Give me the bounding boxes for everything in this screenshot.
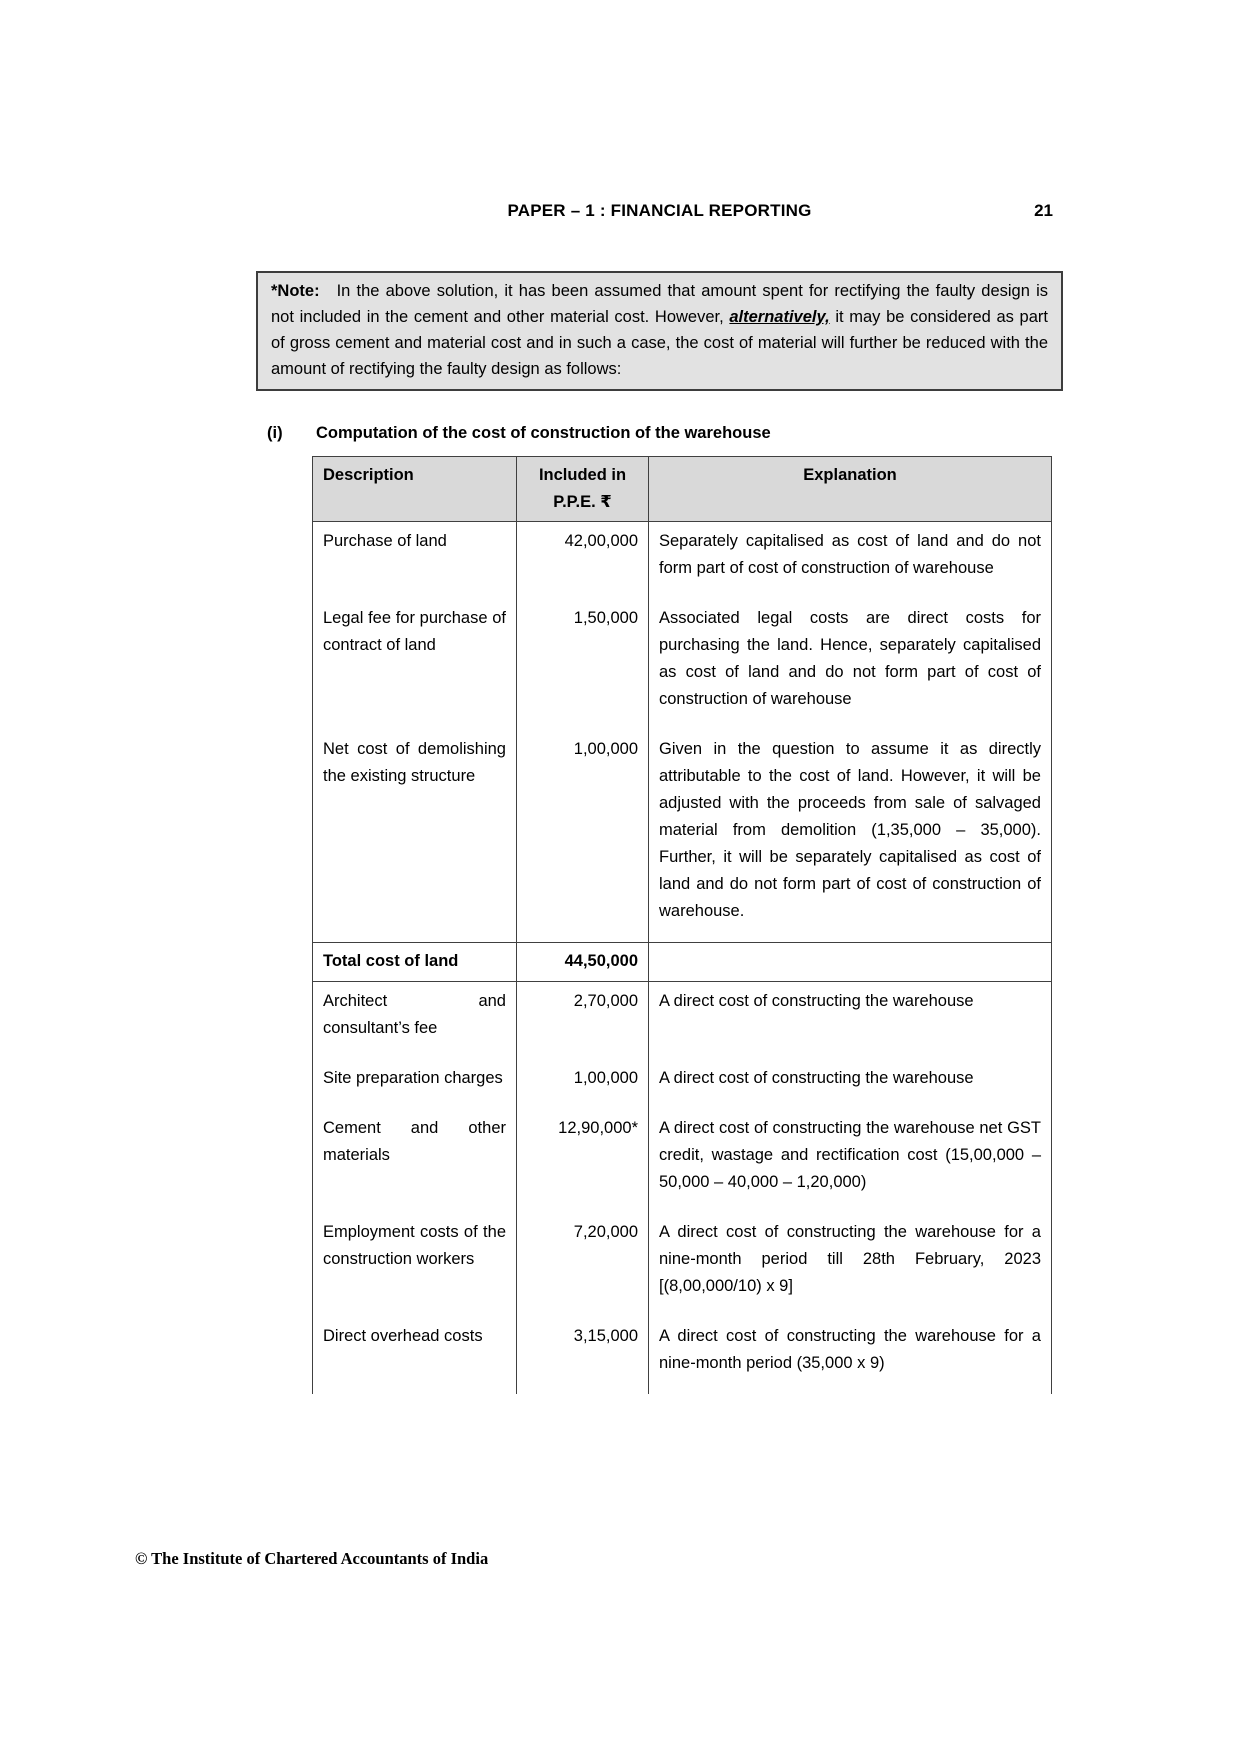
table-row (313, 1059, 1052, 1109)
column-header-description: Description (313, 457, 517, 522)
table-row (313, 1109, 1052, 1213)
explanation-cell: A direct cost of constructing the warehouse (649, 1059, 1052, 1109)
table-row (313, 1213, 1052, 1317)
column-header-explanation: Explanation (649, 457, 1052, 522)
column-header-included-in-ppe: Included in P.P.E. ₹ (517, 457, 649, 522)
amount-cell: 44,50,000 (517, 943, 649, 982)
note-emphasis: alternatively, (729, 308, 830, 326)
description-cell: Direct overhead costs (313, 1317, 517, 1394)
copyright-footer: © The Institute of Chartered Accountants of India (135, 1549, 489, 1568)
section-heading-text: Computation of the cost of construction of the warehouse (316, 424, 771, 442)
cost-computation-table (312, 456, 1052, 1394)
note-label: *Note: (271, 282, 320, 300)
description-cell: Cement and other materials (313, 1109, 517, 1213)
explanation-cell: A direct cost of constructing the warehouse for a nine-month period till 28th February, 2023 [(8,00,000/10) x 9] (649, 1213, 1052, 1317)
amount-cell: 1,50,000 (517, 599, 649, 730)
explanation-cell: Associated legal costs are direct costs for purchasing the land. Hence, separately capitalised as cost of land and do not form part of cost of construction of warehouse (649, 599, 1052, 730)
page-title: PAPER – 1 : FINANCIAL REPORTING (507, 201, 812, 220)
explanation-cell (649, 943, 1052, 982)
table-row (313, 982, 1052, 1060)
amount-cell: 3,15,000 (517, 1317, 649, 1394)
amount-cell: 2,70,000 (517, 982, 649, 1060)
page-number: 21 (1034, 201, 1053, 220)
description-cell: Net cost of demolishing the existing structure (313, 730, 517, 943)
explanation-cell: Given in the question to assume it as directly attributable to the cost of land. However, it will be adjusted with the proceeds from sale of salvaged material from demolition (1,35,000 – 35,000). Further, it will be separately capitalised as cost of land and do not form part of cost of construction of warehouse. (649, 730, 1052, 943)
description-cell: Purchase of land (313, 522, 517, 600)
note-text-before: In the above solution, it has been assumed that amount spent for rectifying the faulty design is not included in the cement and other material cost. However, (271, 282, 1048, 326)
explanation-cell: Separately capitalised as cost of land and do not form part of cost of construction of warehouse (649, 522, 1052, 600)
table-header-row (313, 457, 1052, 522)
amount-cell: 7,20,000 (517, 1213, 649, 1317)
table-row (313, 599, 1052, 730)
running-head (256, 201, 1063, 227)
amount-cell: 1,00,000 (517, 1059, 649, 1109)
table-row (313, 1317, 1052, 1394)
explanation-cell: A direct cost of constructing the warehouse for a nine-month period (35,000 x 9) (649, 1317, 1052, 1394)
description-cell: Total cost of land (313, 943, 517, 982)
explanation-cell: A direct cost of constructing the warehouse net GST credit, wastage and rectification cost (15,00,000 – 50,000 – 40,000 – 1,20,000) (649, 1109, 1052, 1213)
description-cell: Employment costs of the construction workers (313, 1213, 517, 1317)
note-text-after: it may be considered as part of gross cement and material cost and in such a case, the cost of material will further be reduced with the amount of rectifying the faulty design as follows: (271, 308, 1048, 378)
total-row (313, 943, 1052, 982)
table-row (313, 522, 1052, 600)
section-marker: (i) (267, 424, 283, 442)
section-heading (267, 421, 1067, 445)
note-box (256, 271, 1063, 391)
description-cell: Legal fee for purchase of contract of land (313, 599, 517, 730)
description-cell: Architect and consultant’s fee (313, 982, 517, 1060)
amount-cell: 42,00,000 (517, 522, 649, 600)
table-row (313, 730, 1052, 943)
description-cell: Site preparation charges (313, 1059, 517, 1109)
amount-cell: 1,00,000 (517, 730, 649, 943)
explanation-cell: A direct cost of constructing the warehouse (649, 982, 1052, 1060)
amount-cell: 12,90,000* (517, 1109, 649, 1213)
